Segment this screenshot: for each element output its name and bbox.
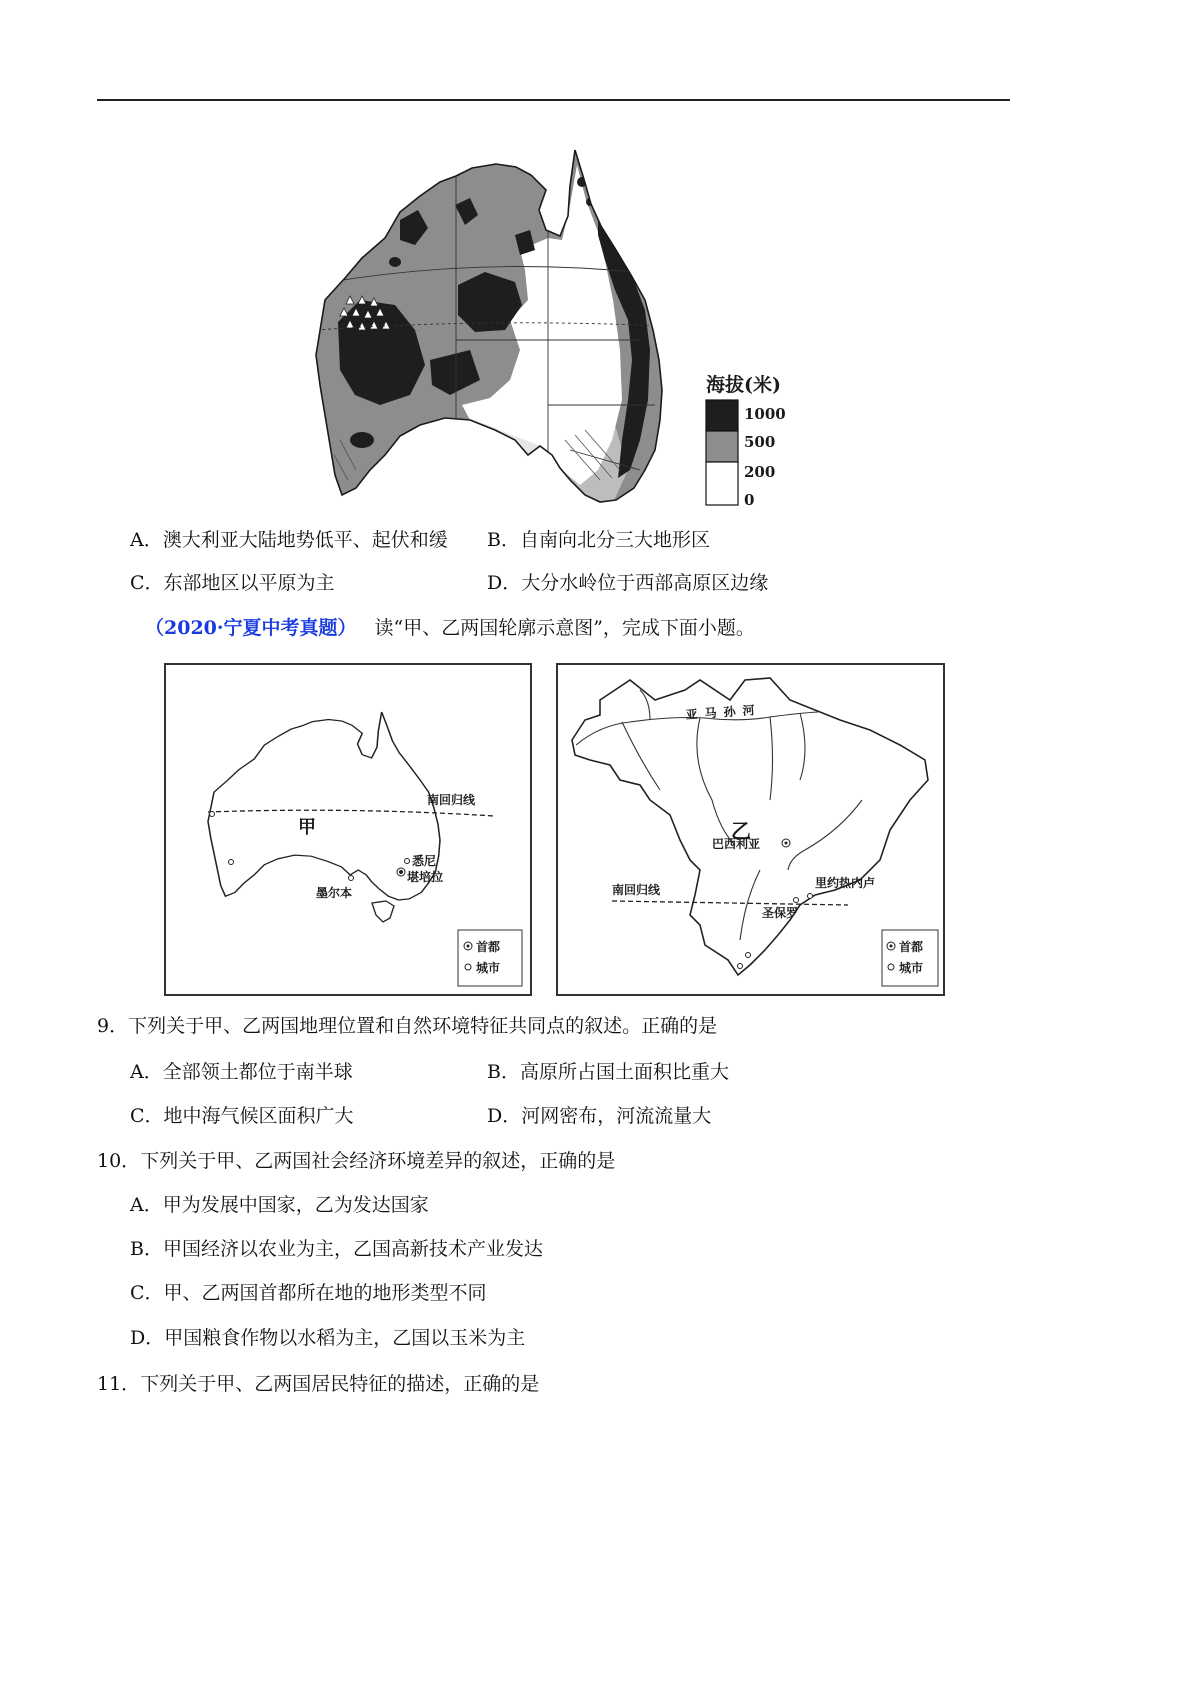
q9-option-d: D．河网密布，河流流量大 [487, 1105, 712, 1127]
q10-option-a: A．甲为发展中国家，乙为发达国家 [130, 1194, 429, 1216]
q10-option-b: B．甲国经济以农业为主，乙国高新技术产业发达 [130, 1238, 543, 1260]
city-icon [794, 898, 799, 903]
capital-icon-dot [467, 945, 470, 948]
amazon-river-label: 亚马孙河 [685, 702, 763, 722]
city-label-melbourne: 墨尔本 [316, 886, 353, 900]
city-icon [808, 894, 813, 899]
question-number: 9． [97, 1015, 129, 1037]
map-jia [160, 658, 536, 1000]
q8-option-a: A．澳大利亚大陆地势低平、起伏和缓 [130, 529, 448, 551]
elevation-fill [300, 140, 680, 520]
q10-option-d: D．甲国粮食作物以水稻为主，乙国以玉米为主 [130, 1327, 526, 1349]
q10-option-c: C．甲、乙两国首都所在地的地形类型不同 [130, 1282, 487, 1304]
city-label-sao-paulo: 圣保罗 [762, 906, 799, 920]
legend-swatch-low [706, 462, 738, 505]
city-icon [349, 876, 354, 881]
legend-tick: 200 [744, 463, 776, 481]
city-icon [746, 953, 751, 958]
legend-city-label: 城市 [476, 961, 501, 975]
country-label-yi: 乙 [731, 819, 751, 843]
legend-tick: 1000 [744, 405, 786, 423]
question-9-stem [97, 1014, 717, 1038]
question-text: 下列关于甲、乙两国社会经济环境差异的叙述，正确的是 [140, 1150, 616, 1172]
city-icon [405, 859, 410, 864]
city-icon [738, 964, 743, 969]
australia-elevation-map [300, 140, 800, 520]
legend-city-label: 城市 [899, 961, 924, 975]
capital-label-brasilia: 巴西利亚 [712, 837, 761, 851]
question-source: （2020·宁夏中考真题） [145, 617, 357, 639]
southwest-highland [350, 432, 374, 448]
legend-swatch-high [706, 400, 738, 431]
header-rule [97, 99, 1010, 101]
question-text: 下列关于甲、乙两国居民特征的描述，正确的是 [140, 1373, 540, 1395]
question-11-stem [97, 1372, 539, 1396]
intro-text: 读“甲、乙两国轮廓示意图”，完成下面小题。 [374, 617, 755, 639]
q9-option-a: A．全部领土都位于南半球 [130, 1061, 353, 1083]
legend-capital-label: 首都 [899, 940, 924, 954]
map-yi [552, 658, 950, 1000]
capital-icon-dot [890, 945, 893, 948]
q8-option-d: D．大分水岭位于西部高原区边缘 [487, 572, 769, 594]
elevation-legend-title: 海拔(米) [706, 374, 781, 396]
map-legend-box [458, 930, 522, 986]
capital-icon-dot [400, 871, 403, 874]
q9-option-b: B．高原所占国土面积比重大 [487, 1061, 729, 1083]
city-icon [888, 964, 894, 970]
city-label-canberra: 堪培拉 [407, 870, 444, 884]
q8-option-b: B．自南向北分三大地形区 [487, 529, 710, 551]
city-label-rio: 里约热内卢 [815, 876, 876, 890]
map-legend-box [882, 930, 938, 986]
tropic-label: 南回归线 [612, 883, 661, 897]
question-intro [145, 616, 755, 640]
legend-swatch-mid [706, 431, 738, 462]
capital-icon-dot [785, 842, 788, 845]
city-label-sydney: 悉尼 [412, 854, 437, 868]
question-10-stem [97, 1149, 615, 1173]
tropic-label: 南回归线 [427, 793, 476, 807]
q9-option-c: C．地中海气候区面积广大 [130, 1105, 354, 1127]
city-icon [210, 812, 215, 817]
legend-capital-label: 首都 [476, 940, 501, 954]
small-highland [389, 257, 401, 267]
q8-option-c: C．东部地区以平原为主 [130, 572, 335, 594]
country-label-jia: 甲 [298, 817, 316, 838]
legend-tick: 500 [744, 433, 776, 451]
question-number: 10． [97, 1150, 141, 1172]
question-number: 11． [97, 1373, 141, 1395]
legend-tick: 0 [744, 491, 755, 509]
question-text: 下列关于甲、乙两国地理位置和自然环境特征共同点的叙述。正确的是 [128, 1015, 718, 1037]
city-icon [229, 860, 234, 865]
city-icon [465, 964, 471, 970]
